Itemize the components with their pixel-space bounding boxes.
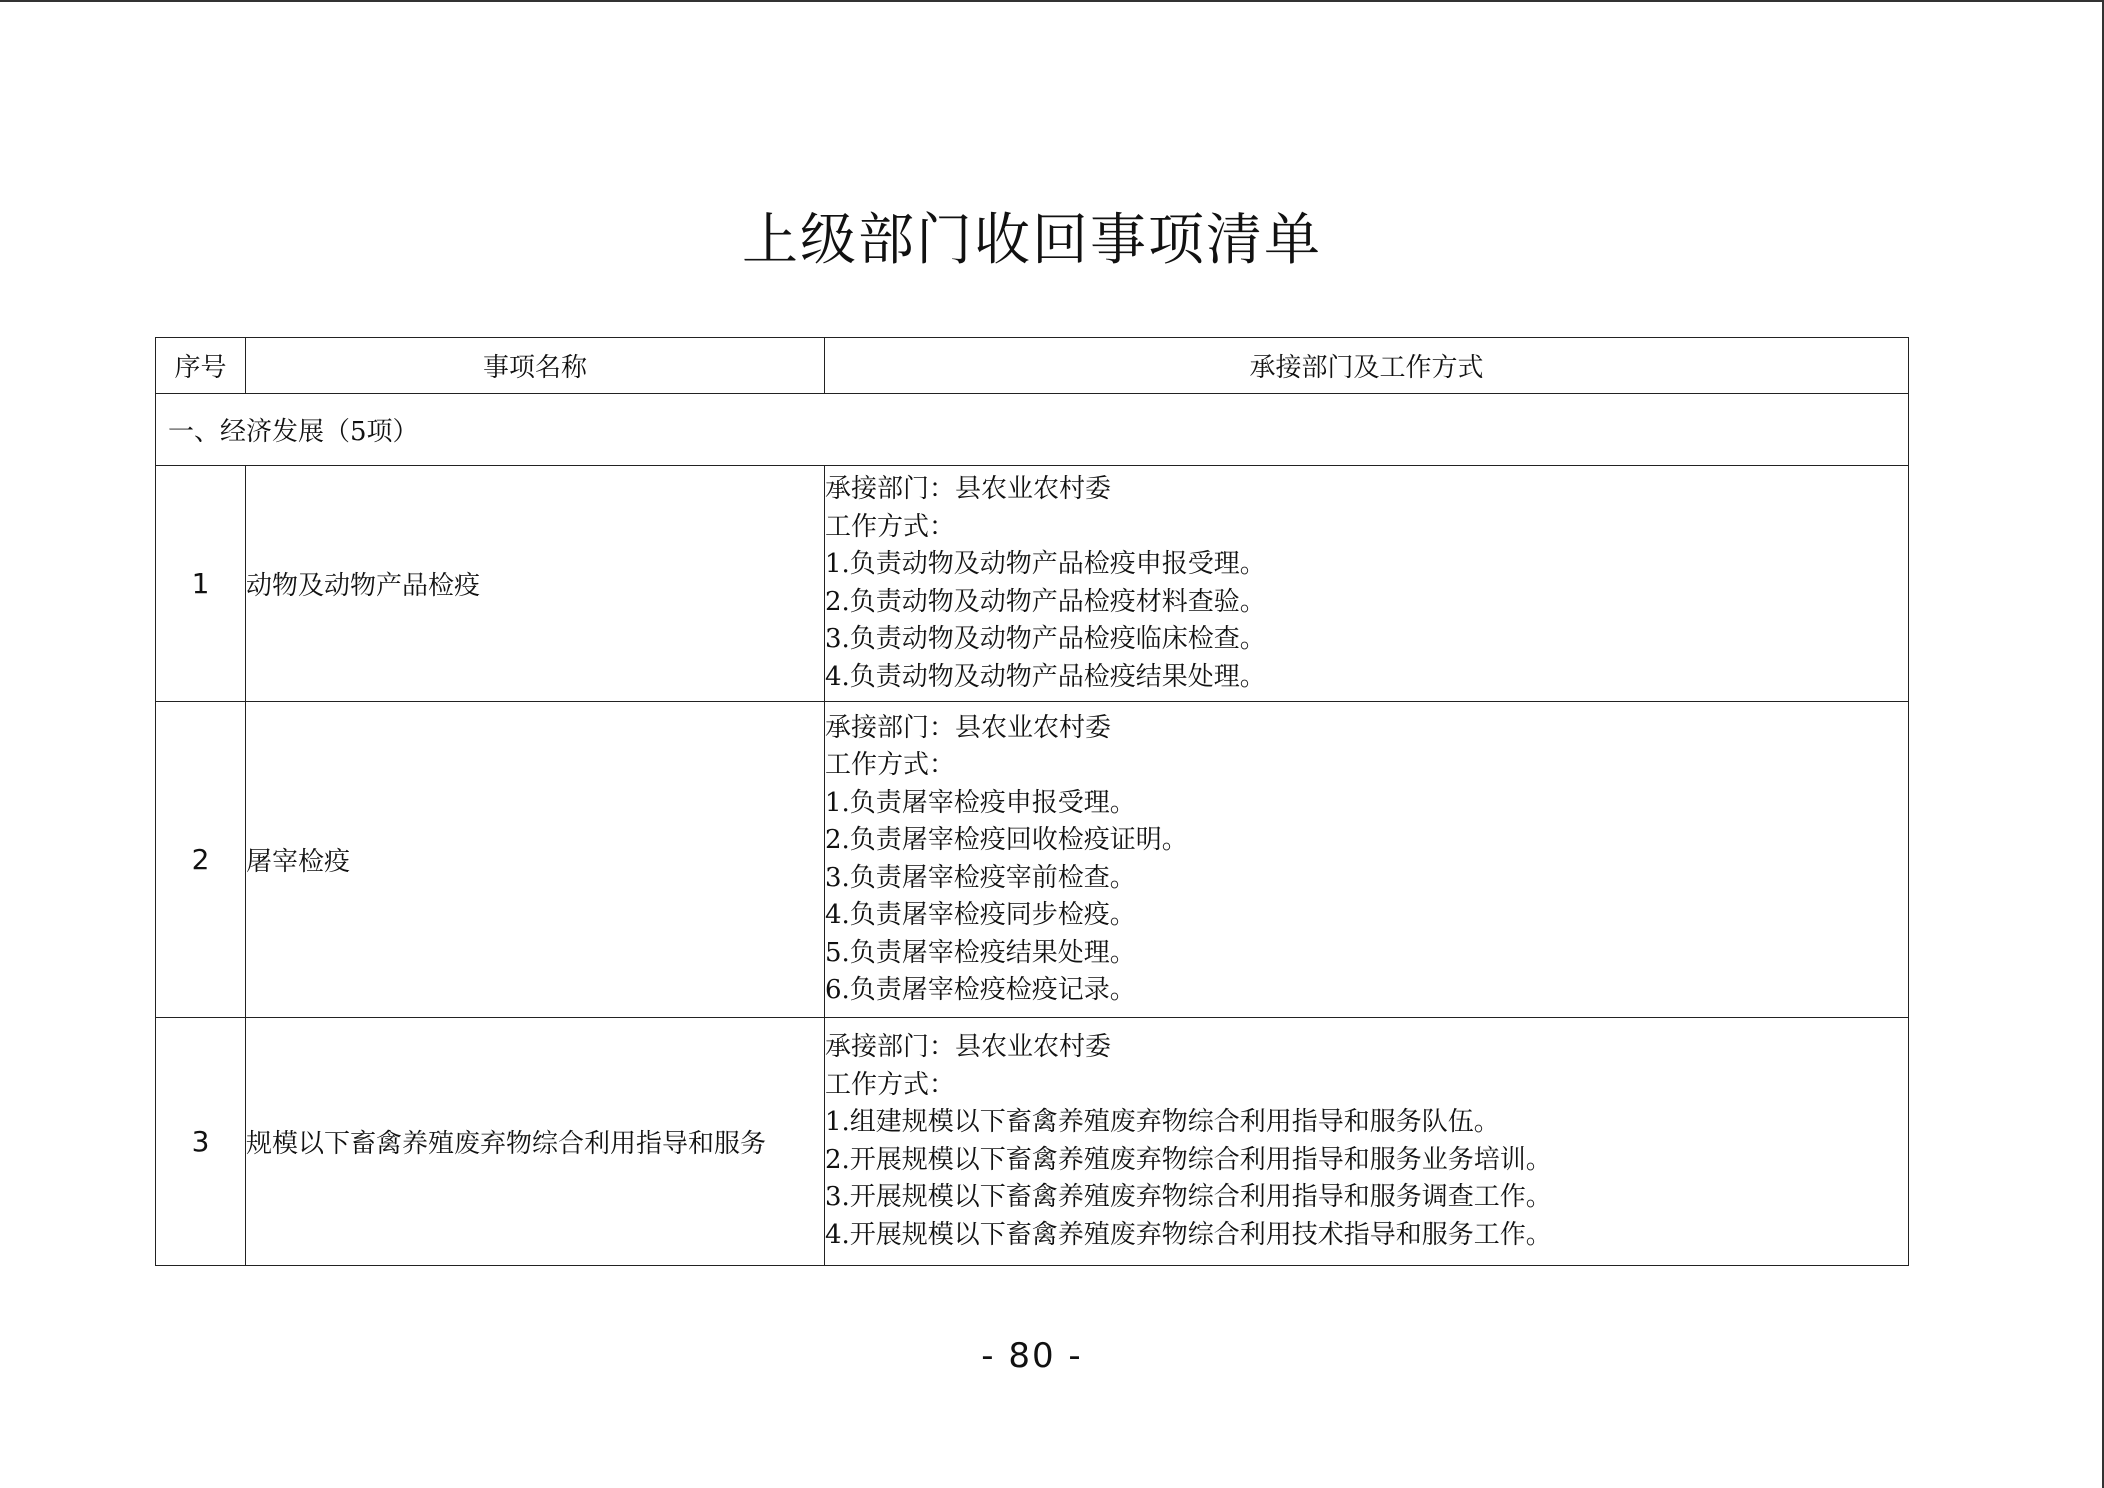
way-line: 承接部门：县农业农村委 (825, 1032, 1112, 1062)
header-name: 事项名称 (246, 338, 825, 394)
section-label: 一、经济发展（5项） (156, 394, 1909, 466)
way-line: 承接部门：县农业农村委 (825, 712, 1112, 743)
way-line: 3.开展规模以下畜禽养殖废弃物综合利用指导和服务调查工作。 (825, 1182, 1552, 1212)
way-line: 3.负责屠宰检疫宰前检查。 (825, 862, 1136, 893)
way-line: 1.负责屠宰检疫申报受理。 (825, 787, 1136, 818)
way-line: 工作方式： (825, 750, 956, 780)
way-line: 6.负责屠宰检疫检疫记录。 (825, 975, 1136, 1005)
table-row (156, 702, 1909, 1018)
row-name: 屠宰检疫 (246, 702, 825, 1018)
way-line: 4.负责动物及动物产品检疫结果处理。 (825, 661, 1266, 692)
section-row (156, 394, 1909, 466)
way-line: 2.负责动物及动物产品检疫材料查验。 (825, 586, 1266, 617)
row-name: 动物及动物产品检疫 (246, 466, 825, 702)
page-number: - 80 - (981, 1336, 1083, 1376)
way-line: 5.负责屠宰检疫结果处理。 (825, 937, 1136, 968)
table-row (156, 1018, 1909, 1266)
row-name: 规模以下畜禽养殖废弃物综合利用指导和服务 (246, 1018, 825, 1266)
row-seq: 3 (156, 1018, 246, 1266)
header-seq: 序号 (156, 338, 246, 394)
document-title: 上级部门收回事项清单 (742, 208, 1322, 273)
header-way: 承接部门及工作方式 (825, 338, 1909, 394)
items-table (155, 337, 1909, 1266)
row-way (825, 702, 1909, 1018)
way-line: 1.组建规模以下畜禽养殖废弃物综合利用指导和服务队伍。 (825, 1107, 1500, 1137)
page-border-top (0, 0, 2104, 2)
way-line: 2.开展规模以下畜禽养殖废弃物综合利用指导和服务业务培训。 (825, 1144, 1552, 1175)
way-line: 3.负责动物及动物产品检疫临床检查。 (825, 624, 1266, 654)
way-line: 2.负责屠宰检疫回收检疫证明。 (825, 825, 1188, 855)
way-line: 4.开展规模以下畜禽养殖废弃物综合利用技术指导和服务工作。 (825, 1219, 1552, 1250)
row-seq: 1 (156, 466, 246, 702)
way-line: 工作方式： (825, 1069, 956, 1100)
way-line: 承接部门：县农业农村委 (825, 474, 1112, 504)
table-row (156, 466, 1909, 702)
row-seq: 2 (156, 702, 246, 1018)
way-line: 工作方式： (825, 511, 956, 542)
table-header-row (156, 338, 1909, 394)
way-line: 4.负责屠宰检疫同步检疫。 (825, 900, 1136, 930)
way-line: 1.负责动物及动物产品检疫申报受理。 (825, 549, 1266, 579)
row-way (825, 466, 1909, 702)
row-way (825, 1018, 1909, 1266)
